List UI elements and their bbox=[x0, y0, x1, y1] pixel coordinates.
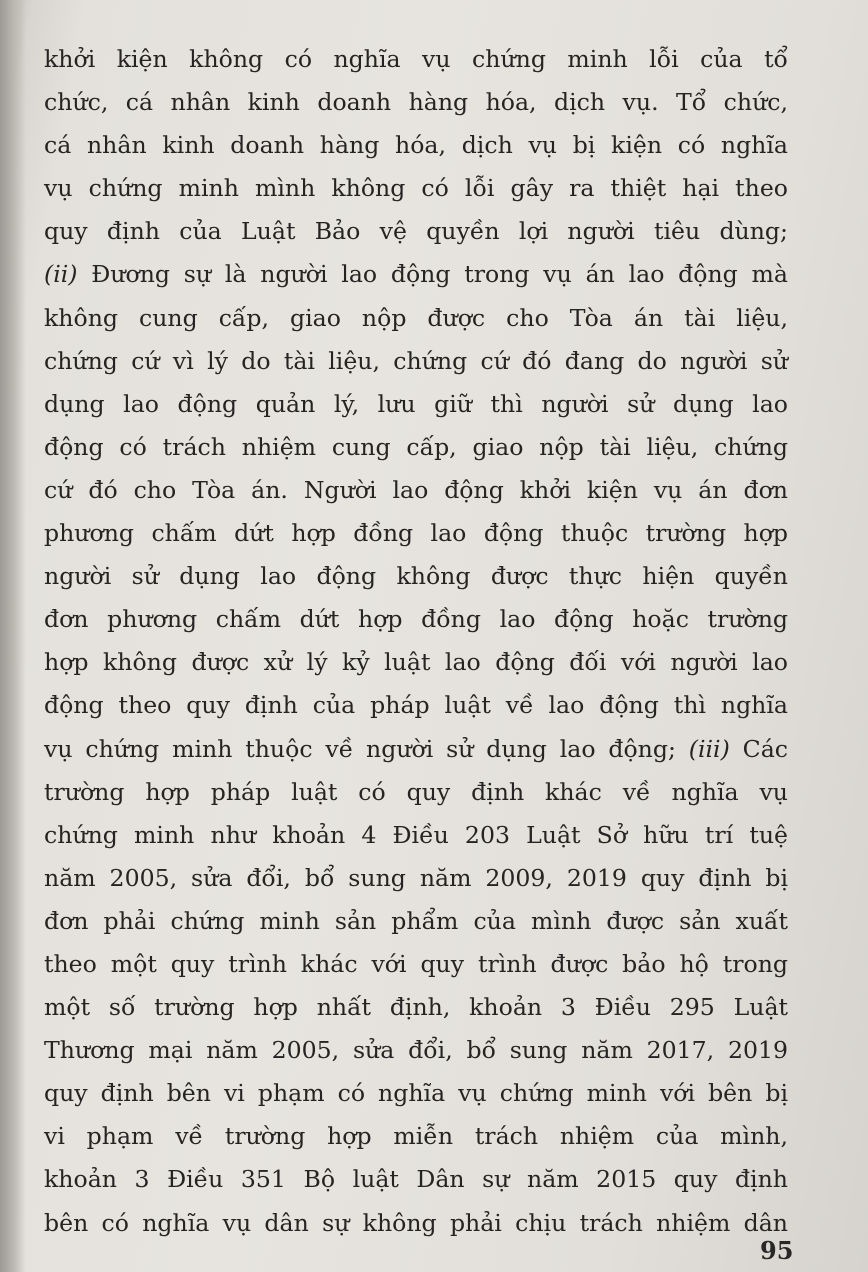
text-line: quy định của Luật Bảo vệ quyền lợi người tiêu dùng; bbox=[44, 217, 788, 246]
text-line bbox=[44, 728, 788, 771]
item-marker-ii: (ii) bbox=[44, 260, 78, 289]
text-line: theo một quy trình khác với quy trình được bảo hộ trong bbox=[44, 949, 788, 978]
text-line: đơn phương chấm dứt hợp đồng lao động hoặc trường bbox=[44, 605, 788, 634]
item-marker-iii: (iii) bbox=[688, 734, 730, 763]
text-line: không cung cấp, giao nộp được cho Tòa án tài liệu, bbox=[44, 303, 788, 332]
text-line: người sử dụng lao động không được thực hiện quyền bbox=[44, 562, 788, 591]
text-line: Thương mại năm 2005, sửa đổi, bổ sung năm 2017, 2019 bbox=[44, 1036, 788, 1065]
text-line: trường hợp pháp luật có quy định khác về nghĩa vụ bbox=[44, 777, 788, 806]
text-line: khoản 3 Điều 351 Bộ luật Dân sự năm 2015 quy định bbox=[44, 1165, 788, 1194]
text-line: năm 2005, sửa đổi, bổ sung năm 2009, 2019 quy định bị bbox=[44, 863, 788, 892]
text-line bbox=[44, 253, 788, 296]
book-page bbox=[44, 38, 788, 1268]
text-line: động có trách nhiệm cung cấp, giao nộp tài liệu, chứng bbox=[44, 432, 788, 461]
text-line: chứng minh như khoản 4 Điều 203 Luật Sở hữu trí tuệ bbox=[44, 820, 788, 849]
text-line: động theo quy định của pháp luật về lao động thì nghĩa bbox=[44, 691, 788, 720]
text-line: bên có nghĩa vụ dân sự không phải chịu trách nhiệm dân bbox=[44, 1208, 788, 1237]
text-line: đơn phải chứng minh sản phẩm của mình được sản xuất bbox=[44, 906, 788, 935]
text-segment: Các bbox=[729, 734, 788, 763]
text-line: phương chấm dứt hợp đồng lao động thuộc trường hợp bbox=[44, 519, 788, 548]
text-segment: Đương sự là người lao động trong vụ án lao động mà bbox=[77, 260, 788, 289]
book-gutter-shadow bbox=[0, 0, 26, 1272]
text-line: dụng lao động quản lý, lưu giữ thì người sử dụng lao bbox=[44, 389, 788, 418]
text-line: chứng cứ vì lý do tài liệu, chứng cứ đó đang do người sử bbox=[44, 346, 788, 375]
text-line: quy định bên vi phạm có nghĩa vụ chứng minh với bên bị bbox=[44, 1079, 788, 1108]
text-line: cứ đó cho Tòa án. Người lao động khởi kiện vụ án đơn bbox=[44, 475, 788, 504]
page-number: 95 bbox=[760, 1236, 794, 1265]
text-line: chức, cá nhân kinh doanh hàng hóa, dịch vụ. Tổ chức, bbox=[44, 88, 788, 117]
text-line: một số trường hợp nhất định, khoản 3 Điều 295 Luật bbox=[44, 993, 788, 1022]
body-paragraph bbox=[44, 38, 788, 1245]
text-line: vi phạm về trường hợp miễn trách nhiệm của mình, bbox=[44, 1122, 788, 1151]
text-segment: vụ chứng minh thuộc về người sử dụng lao động; bbox=[44, 734, 689, 763]
text-line: hợp không được xử lý kỷ luật lao động đối với người lao bbox=[44, 648, 788, 677]
text-line: vụ chứng minh mình không có lỗi gây ra thiệt hại theo bbox=[44, 174, 788, 203]
text-line: khởi kiện không có nghĩa vụ chứng minh lỗi của tổ bbox=[44, 45, 788, 73]
text-line: cá nhân kinh doanh hàng hóa, dịch vụ bị kiện có nghĩa bbox=[44, 131, 788, 160]
